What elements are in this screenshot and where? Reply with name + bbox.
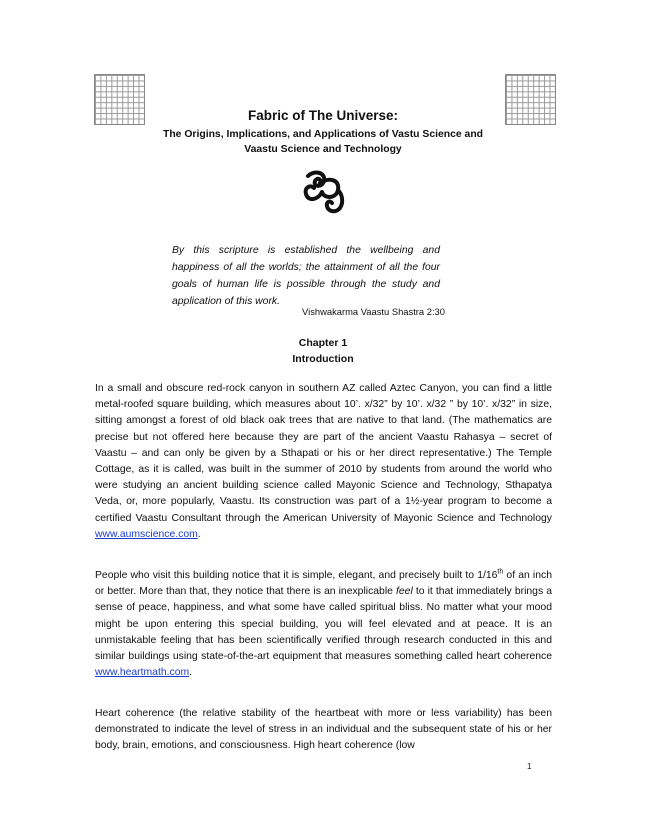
document-title: Fabric of The Universe:: [247, 108, 399, 123]
aumscience-link[interactable]: www.aumscience.com: [95, 528, 198, 540]
paragraph-2-part-a: People who visit this building notice that it is simple, elegant, and precisely built to 1/16: [95, 570, 498, 581]
paragraph-2: [95, 568, 552, 681]
paragraph-2-end: .: [189, 667, 193, 679]
paragraph-2-part-b: of an inch or better. More than that, they notice that there is an inexplicable: [95, 570, 552, 598]
paragraph-2-part-c: to it that immediately brings a sense of peace, happiness, and what some have called spiritual bliss. No matter what your mood might be upon entering this special building, you will feel elevated and at peace. It is an unmistakable feeling that has been scientifically verified through research conducted in this and similar buildings using state-of-the-art equipment that measures something called heart coherence: [95, 586, 553, 663]
chapter-number: Chapter 1: [298, 337, 348, 349]
subtitle-line-2: Vaastu Science and Technology: [244, 144, 402, 155]
heartmath-link[interactable]: www.heartmath.com: [95, 667, 190, 679]
paragraph-1-text: In a small and obscure red-rock canyon in southern AZ called Aztec Canyon, you can find a little metal-roofed square building, which measures about 10’. x/32” by 10’. x/32 ” by 10’. x/32” in size, sitting amongst a forest of old black oak trees that are native to that land. (The mathematics are precise but not offered here because they are part of the ancient Vaastu Rahasya – secret of Vaastu – and can only be given by a Sthapati or his or her direct representative.) The Temple Cottage, as it is called, was built in the summer of 2010 by students from around the world who were studying an ancient building science called Mayonic Science and Technology, Sthapatya Veda, or, more popularly, Vaastu. Its construction was part of a 1½-year program to become a certified Vaastu Consultant through the American University of Mayonic Science and Technology: [95, 383, 552, 524]
paragraph-2-superscript: th: [497, 568, 504, 576]
om-symbol-icon: [294, 166, 352, 214]
paragraph-1: [95, 381, 552, 543]
chapter-title: Introduction: [292, 353, 354, 365]
document-subtitle: [0, 127, 646, 157]
chapter-heading: [0, 335, 646, 367]
paragraph-1-end: .: [197, 528, 201, 540]
subtitle-line-1: The Origins, Implications, and Applications of Vastu Science and: [162, 129, 484, 140]
paragraph-2-emphasis: feel: [396, 586, 413, 598]
paragraph-3: Heart coherence (the relative stability of the heartbeat with more or less variability) has been demonstrated to indicate the level of stress in an individual and the subsequent state of his or her body, brain, emotions, and consciousness. High heart coherence (low: [95, 708, 552, 752]
page-number: 1: [527, 762, 532, 771]
epigraph-source: Vishwakarma Vaastu Shastra 2:30: [302, 306, 445, 317]
epigraph-text: By this scripture is established the wellbeing and happiness of all the worlds; the attainment of all the four goals of human life is possible through the study and application of this work.: [172, 245, 440, 307]
